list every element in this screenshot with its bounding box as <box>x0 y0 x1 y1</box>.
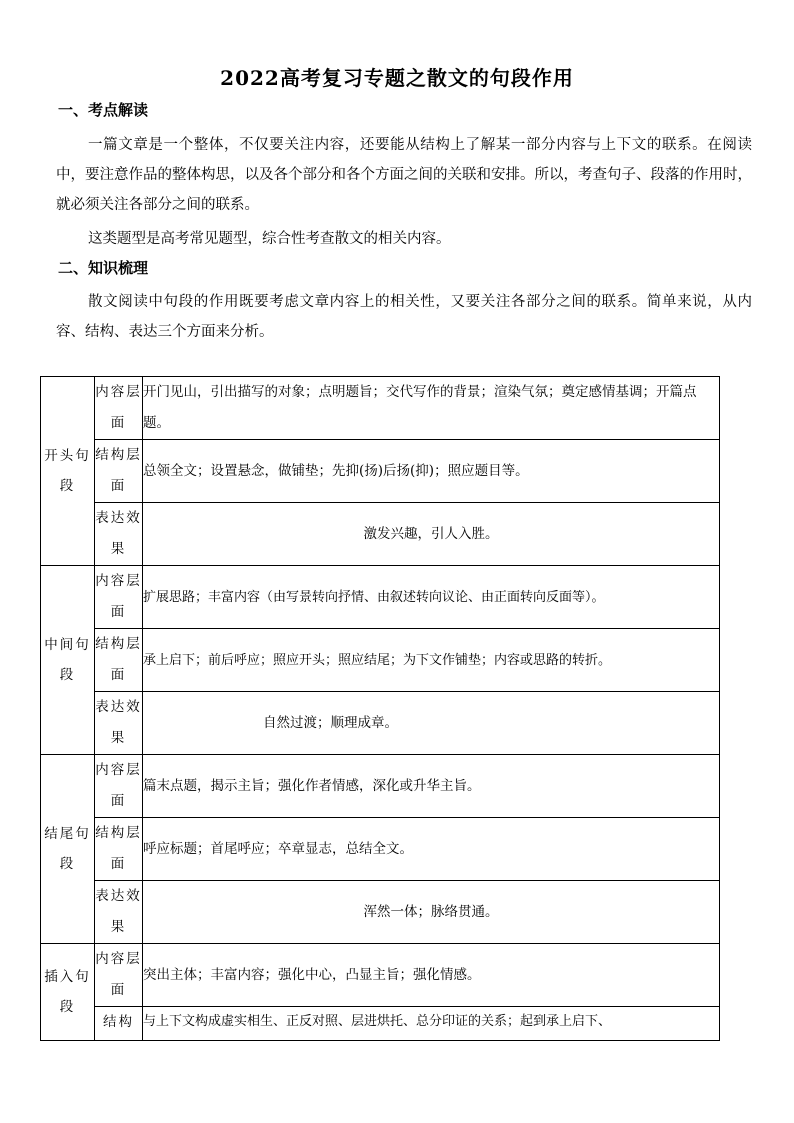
row-text: 总领全文；设置悬念，做铺垫；先抑(扬)后扬(抑)；照应题目等。 <box>143 440 720 503</box>
row-text: 呼应标题；首尾呼应；卒章显志，总结全文。 <box>143 818 720 881</box>
section-heading-1: 一、考点解读 <box>58 101 149 119</box>
page-title: 2022高考复习专题之散文的句段作用 <box>220 66 574 90</box>
function-table <box>40 376 720 1041</box>
section1-paragraph-2: 这类题型是高考常见题型，综合性考查散文的相关内容。 <box>88 231 451 247</box>
row-text: 自然过渡；顺理成章。 <box>143 692 720 755</box>
row-label: 结构层面 <box>95 629 143 692</box>
table-row <box>41 881 720 944</box>
row-label: 表达效果 <box>95 692 143 755</box>
row-label: 内容层面 <box>95 755 143 818</box>
section2-paragraph-1: 散文阅读中句段的作用既要考虑文章内容上的相关性，又要关注各部分之间的联系。简单来说，从内容、结构、表达三个方面来分析。 <box>56 294 752 340</box>
group-name: 结尾句段 <box>41 755 95 944</box>
row-label: 内容层面 <box>95 377 143 440</box>
row-label: 结构层面 <box>95 818 143 881</box>
table-row <box>41 566 720 629</box>
table-row <box>41 1007 720 1041</box>
row-label: 内容层面 <box>95 944 143 1007</box>
section1-paragraph-1: 一篇文章是一个整体，不仅要关注内容，还要能从结构上了解某一部分内容与上下文的联系。在阅读中，要注意作品的整体构思，以及各个部分和各个方面之间的关联和安排。所以，考查句子、段落的作用时，就必须关注各部分之间的联系。 <box>56 137 752 213</box>
row-label: 结构层面 <box>95 440 143 503</box>
row-text: 承上启下；前后呼应；照应开头；照应结尾；为下文作铺垫；内容或思路的转折。 <box>143 629 720 692</box>
row-text: 开门见山，引出描写的对象；点明题旨；交代写作的背景；渲染气氛；奠定感情基调；开篇点题。 <box>143 377 720 440</box>
section-heading-2: 二、知识梳理 <box>58 259 149 277</box>
row-label: 结构 <box>95 1007 143 1041</box>
row-label: 内容层面 <box>95 566 143 629</box>
row-label: 表达效果 <box>95 881 143 944</box>
table-row <box>41 755 720 818</box>
table-row <box>41 629 720 692</box>
row-text: 浑然一体；脉络贯通。 <box>143 881 720 944</box>
row-label: 表达效果 <box>95 503 143 566</box>
table-row <box>41 440 720 503</box>
group-name: 开头句段 <box>41 377 95 566</box>
row-text: 与上下文构成虚实相生、正反对照、层进烘托、总分印证的关系；起到承上启下、 <box>143 1007 720 1041</box>
table-row <box>41 944 720 1007</box>
table-row <box>41 503 720 566</box>
table-row <box>41 818 720 881</box>
row-text: 篇末点题，揭示主旨；强化作者情感，深化或升华主旨。 <box>143 755 720 818</box>
row-text: 激发兴趣，引人入胜。 <box>143 503 720 566</box>
table-row <box>41 377 720 440</box>
row-text: 突出主体；丰富内容；强化中心，凸显主旨；强化情感。 <box>143 944 720 1007</box>
group-name: 插入句段 <box>41 944 95 1041</box>
table-row <box>41 692 720 755</box>
group-name: 中间句段 <box>41 566 95 755</box>
row-text: 扩展思路；丰富内容（由写景转向抒情、由叙述转向议论、由正面转向反面等）。 <box>143 566 720 629</box>
